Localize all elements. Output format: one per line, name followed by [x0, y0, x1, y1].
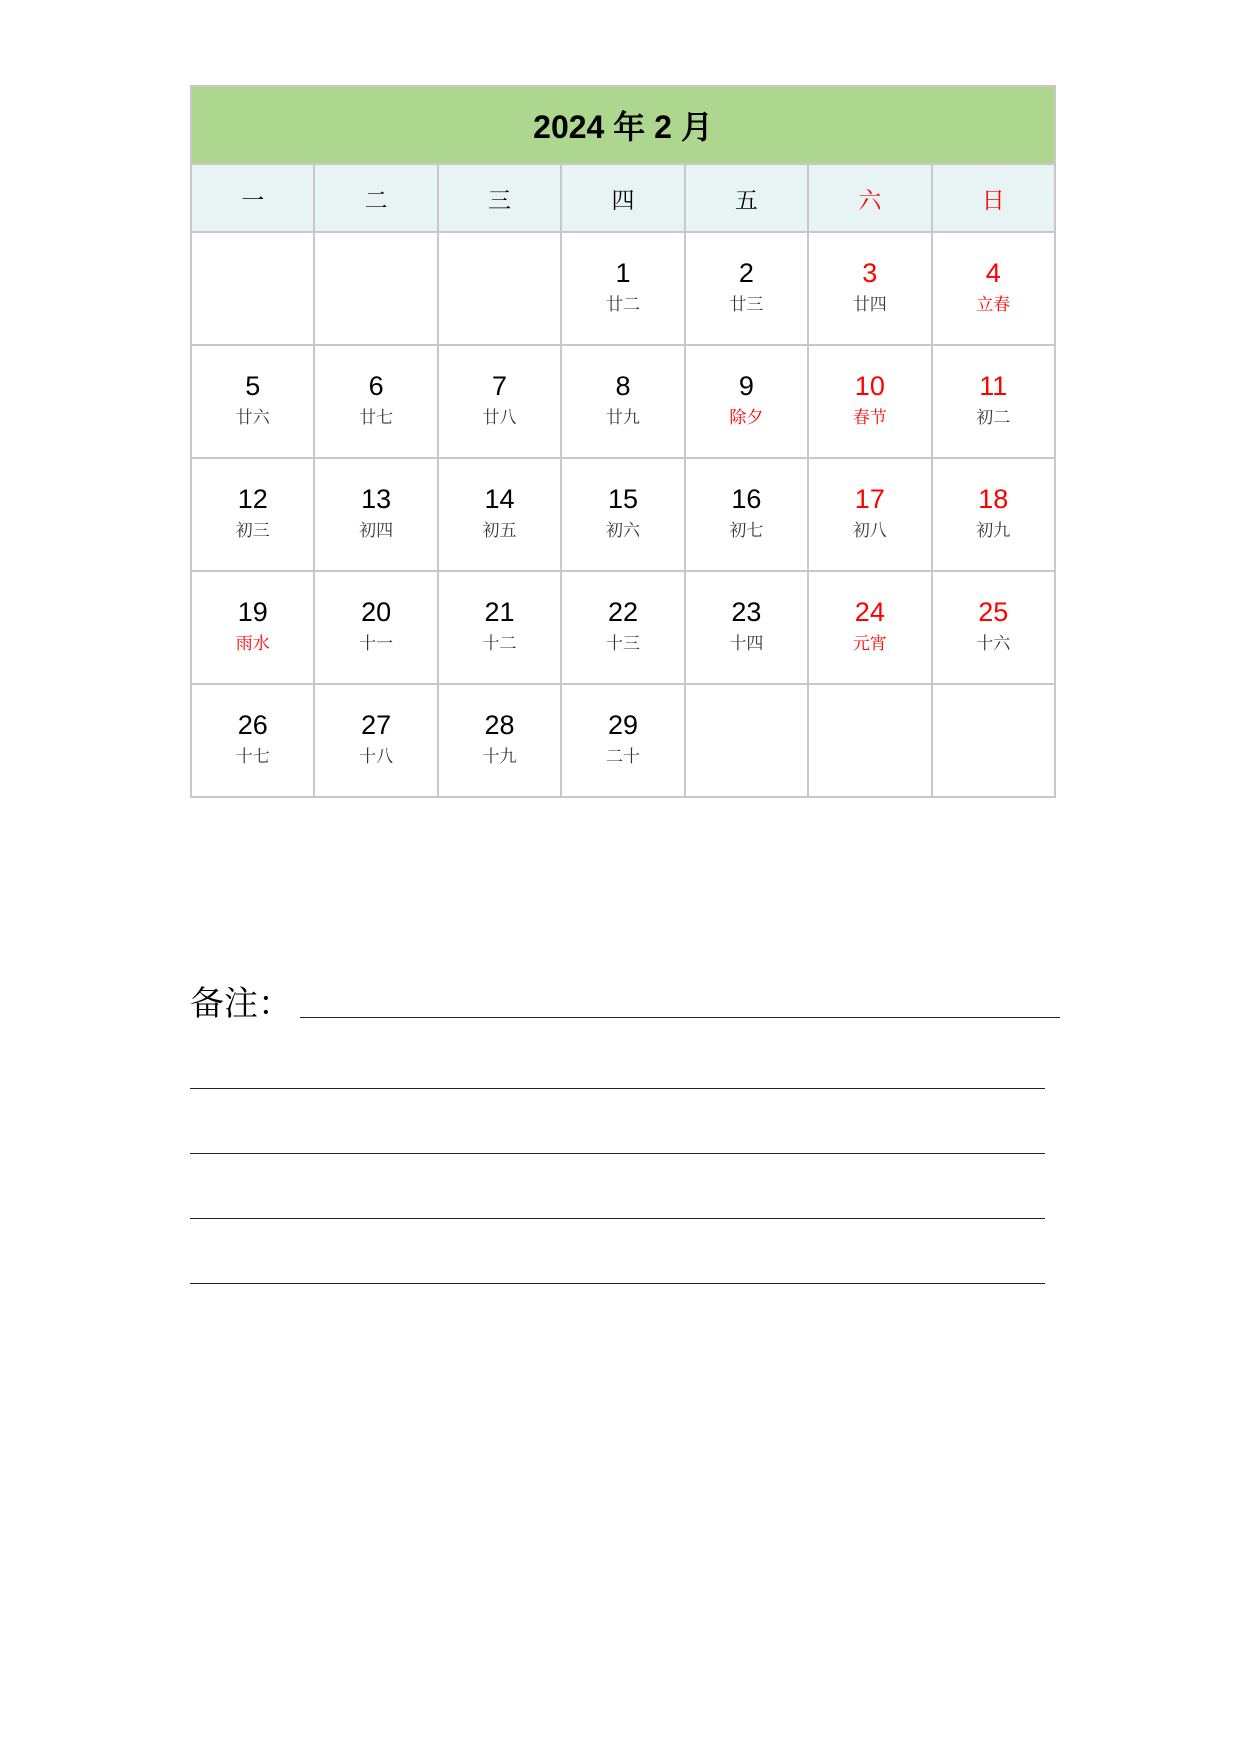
day-number: 13	[361, 484, 392, 514]
notes-line[interactable]	[190, 1217, 1045, 1219]
day-cell[interactable]	[685, 232, 808, 345]
empty-day-cell	[808, 684, 931, 797]
day-number: 9	[738, 371, 754, 401]
notes-line[interactable]	[190, 1282, 1045, 1284]
calendar-table	[190, 85, 1056, 798]
notes-line[interactable]	[300, 1016, 1060, 1018]
day-number: 10	[854, 371, 885, 401]
lunar-date: 初九	[976, 521, 1011, 541]
day-cell[interactable]	[438, 458, 561, 571]
lunar-date: 雨水	[235, 634, 270, 654]
lunar-date: 初二	[976, 408, 1011, 428]
day-number: 27	[361, 710, 392, 740]
empty-day-cell	[191, 232, 314, 345]
day-number: 22	[607, 597, 638, 627]
day-cell[interactable]	[314, 684, 437, 797]
day-number: 12	[237, 484, 268, 514]
empty-day-cell	[314, 232, 437, 345]
day-cell[interactable]	[561, 345, 684, 458]
lunar-date: 廿九	[605, 408, 640, 428]
day-cell[interactable]	[808, 571, 931, 684]
notes-label: 备注：	[190, 984, 292, 1024]
notes-first-row	[190, 980, 1060, 1024]
day-number: 20	[361, 597, 392, 627]
day-cell[interactable]	[561, 571, 684, 684]
lunar-date: 初四	[359, 521, 394, 541]
day-number: 18	[978, 484, 1009, 514]
lunar-date: 除夕	[729, 408, 764, 428]
notes-section	[190, 980, 1060, 1284]
day-number: 15	[607, 484, 638, 514]
day-cell[interactable]	[191, 345, 314, 458]
day-number: 3	[862, 258, 878, 288]
day-cell[interactable]	[314, 571, 437, 684]
week-row	[191, 684, 1055, 797]
day-number: 8	[615, 371, 631, 401]
lunar-date: 十八	[359, 747, 394, 767]
day-number: 4	[985, 258, 1001, 288]
day-cell[interactable]	[191, 684, 314, 797]
notes-line[interactable]	[190, 1152, 1045, 1154]
lunar-date: 十六	[976, 634, 1011, 654]
day-cell[interactable]	[314, 458, 437, 571]
day-number: 7	[492, 371, 508, 401]
day-number: 6	[368, 371, 384, 401]
day-number: 26	[237, 710, 268, 740]
day-cell[interactable]	[561, 684, 684, 797]
weekday-header-cell: 一	[191, 164, 314, 232]
lunar-date: 十九	[482, 747, 517, 767]
empty-day-cell	[438, 232, 561, 345]
day-number: 17	[854, 484, 885, 514]
day-cell[interactable]	[808, 232, 931, 345]
day-cell[interactable]	[808, 345, 931, 458]
day-cell[interactable]	[561, 232, 684, 345]
lunar-date: 廿二	[605, 295, 640, 315]
weekday-header-cell: 五	[685, 164, 808, 232]
notes-line[interactable]	[190, 1087, 1045, 1089]
day-number: 28	[484, 710, 515, 740]
day-number: 11	[979, 371, 1008, 401]
day-cell[interactable]	[685, 345, 808, 458]
lunar-date: 廿四	[852, 295, 887, 315]
lunar-date: 廿六	[235, 408, 270, 428]
day-number: 16	[731, 484, 762, 514]
lunar-date: 二十	[605, 747, 640, 767]
week-row	[191, 345, 1055, 458]
lunar-date: 廿七	[359, 408, 394, 428]
day-cell[interactable]	[685, 458, 808, 571]
empty-day-cell	[685, 684, 808, 797]
calendar-title: 2024 年 2 月	[191, 86, 1055, 164]
weekday-header-cell: 二	[314, 164, 437, 232]
lunar-date: 初六	[605, 521, 640, 541]
weekday-header-cell: 六	[808, 164, 931, 232]
day-cell[interactable]	[808, 458, 931, 571]
weekday-header-cell: 三	[438, 164, 561, 232]
day-cell[interactable]	[932, 345, 1055, 458]
day-cell[interactable]	[191, 571, 314, 684]
day-cell[interactable]	[438, 684, 561, 797]
week-row	[191, 232, 1055, 345]
lunar-date: 十二	[482, 634, 517, 654]
day-cell[interactable]	[932, 232, 1055, 345]
day-cell[interactable]	[314, 345, 437, 458]
lunar-date: 初五	[482, 521, 517, 541]
day-number: 2	[738, 258, 754, 288]
lunar-date: 十一	[359, 634, 394, 654]
lunar-date: 春节	[852, 408, 887, 428]
day-number: 24	[854, 597, 885, 627]
lunar-date: 初八	[852, 521, 887, 541]
day-number: 1	[615, 258, 631, 288]
empty-day-cell	[932, 684, 1055, 797]
weekday-header-cell: 四	[561, 164, 684, 232]
day-cell[interactable]	[932, 571, 1055, 684]
lunar-date: 廿三	[729, 295, 764, 315]
lunar-date: 十七	[235, 747, 270, 767]
day-number: 29	[607, 710, 638, 740]
day-cell[interactable]	[438, 571, 561, 684]
day-cell[interactable]	[685, 571, 808, 684]
day-cell[interactable]	[932, 458, 1055, 571]
day-number: 23	[731, 597, 762, 627]
day-number: 21	[484, 597, 515, 627]
lunar-date: 立春	[976, 295, 1011, 315]
day-cell[interactable]	[438, 345, 561, 458]
week-row	[191, 571, 1055, 684]
weekday-header-cell: 日	[932, 164, 1055, 232]
day-number: 5	[245, 371, 261, 401]
lunar-date: 元宵	[852, 634, 887, 654]
lunar-date: 廿八	[482, 408, 517, 428]
lunar-date: 初三	[235, 521, 270, 541]
day-number: 14	[484, 484, 515, 514]
week-row	[191, 458, 1055, 571]
day-number: 19	[237, 597, 268, 627]
day-cell[interactable]	[561, 458, 684, 571]
day-cell[interactable]	[191, 458, 314, 571]
calendar-title-row	[191, 86, 1055, 164]
lunar-date: 十四	[729, 634, 764, 654]
day-number: 25	[978, 597, 1009, 627]
lunar-date: 十三	[605, 634, 640, 654]
weekday-header-row	[191, 164, 1055, 232]
notes-extra-lines	[190, 1087, 1060, 1284]
lunar-date: 初七	[729, 521, 764, 541]
